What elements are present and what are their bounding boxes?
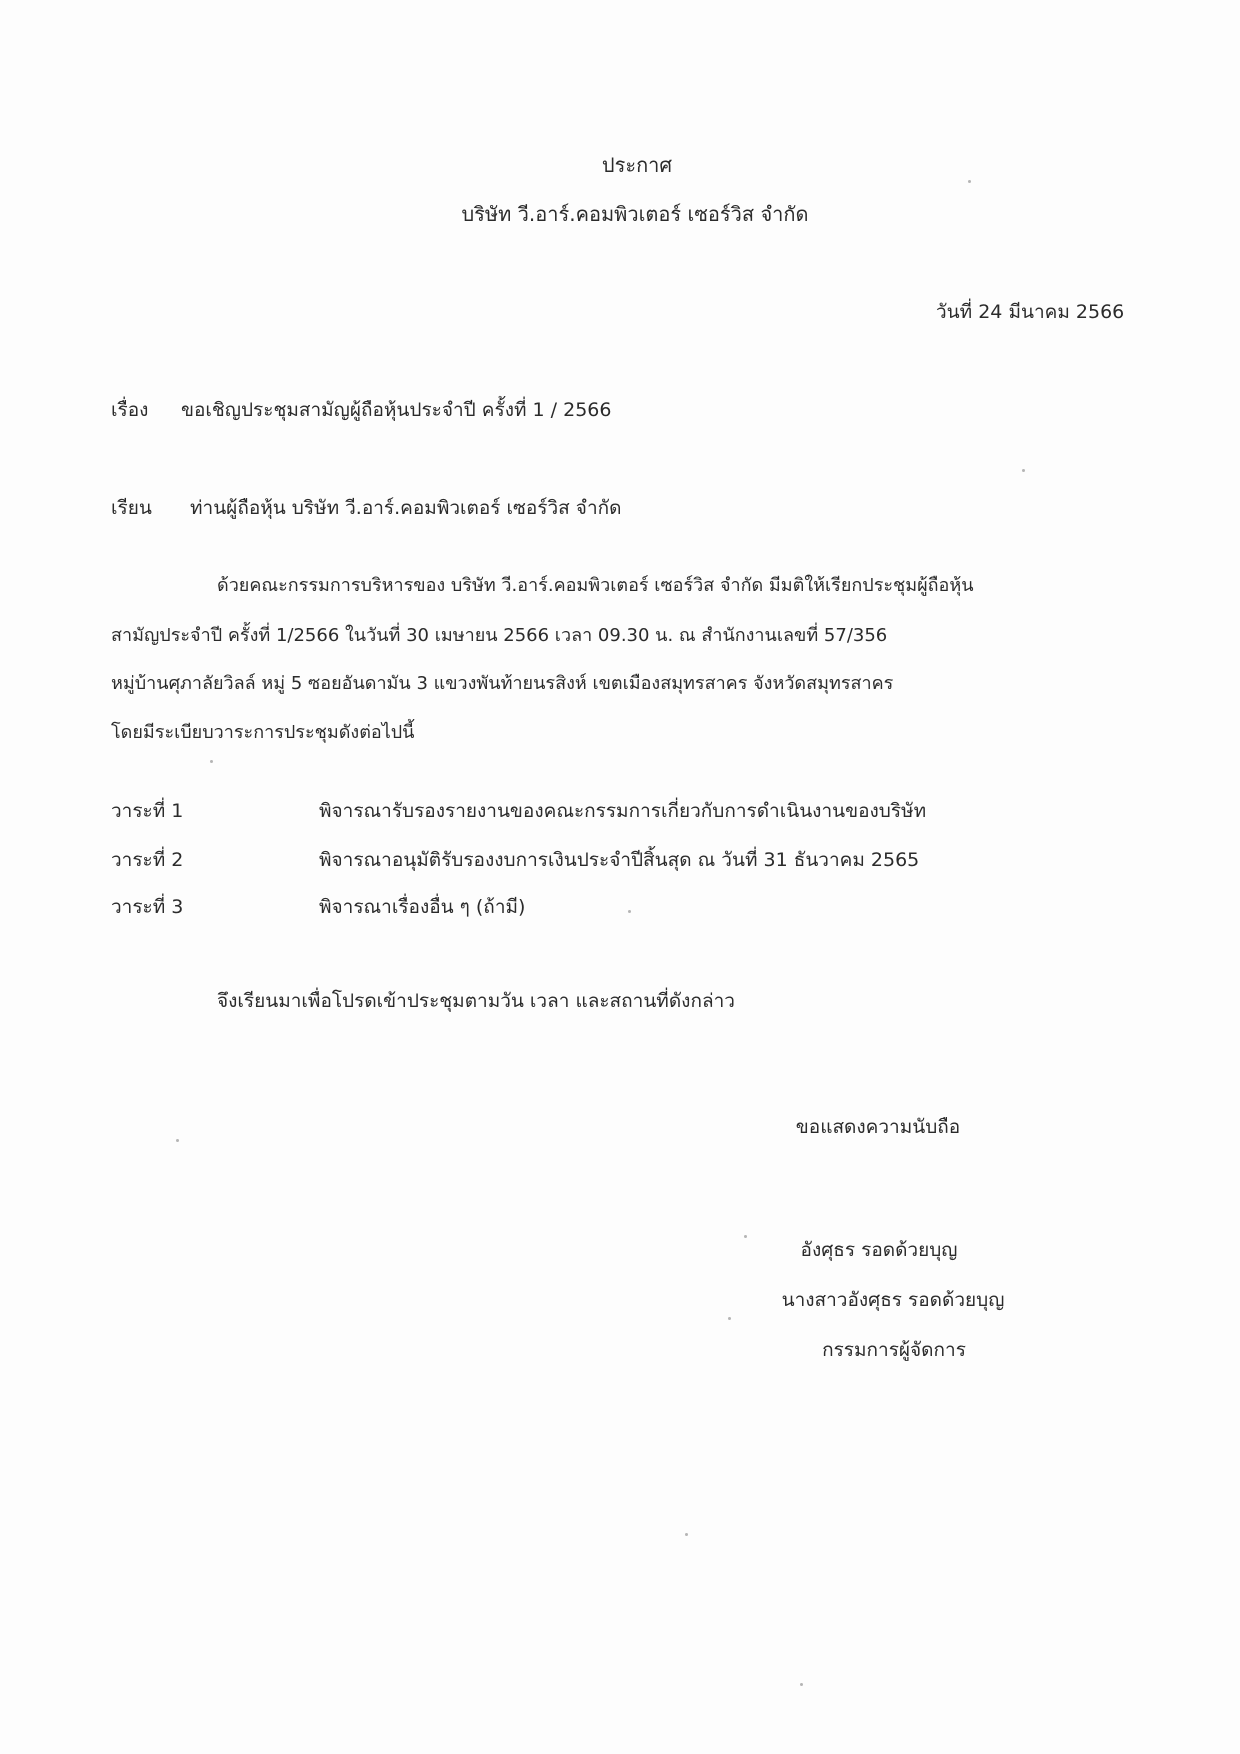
company-name: บริษัท วี.อาร์.คอมพิวเตอร์ เซอร์วิส จำกัด: [461, 202, 809, 226]
subject-label: เรื่อง: [111, 399, 149, 421]
recipient-label: เรียน: [111, 497, 152, 519]
scan-speck: [176, 1139, 179, 1142]
regards-text: ขอแสดงความนับถือ: [795, 1116, 961, 1138]
body-line: ด้วยคณะกรรมการบริหารของ บริษัท วี.อาร์.คอมพิวเตอร์ เซอร์วิส จำกัด มีมติให้เรียกประชุมผู้ถือหุ้น: [217, 575, 974, 596]
agenda-label: วาระที่ 2: [111, 849, 184, 871]
announcement-title: ประกาศ: [601, 153, 673, 177]
handwritten-signature: อังศุธร รอดด้วยบุญ: [800, 1239, 958, 1261]
agenda-item: [111, 892, 1031, 916]
signatory-name: นางสาวอังศุธร รอดด้วยบุญ: [781, 1289, 1005, 1311]
signatory-position: กรรมการผู้จัดการ: [822, 1339, 966, 1361]
scan-speck: [800, 1683, 803, 1686]
body-line: หมู่บ้านศุภาลัยวิลล์ หมู่ 5 ซอยอันดามัน 3 แขวงพันท้ายนรสิงห์ เขตเมืองสมุทรสาคร จังหวัดสมุทรสาคร: [111, 673, 894, 694]
agenda-label: วาระที่ 3: [111, 896, 184, 918]
body-line: โดยมีระเบียบวาระการประชุมดังต่อไปนี้: [111, 722, 415, 743]
scan-speck: [628, 910, 631, 913]
scan-speck: [968, 180, 971, 183]
scan-speck: [744, 1235, 747, 1238]
agenda-text: พิจารณาเรื่องอื่น ๆ (ถ้ามี): [319, 896, 526, 918]
agenda-item: [111, 796, 1031, 820]
document-date: วันที่ 24 มีนาคม 2566: [936, 301, 1125, 323]
scan-speck: [1022, 469, 1025, 472]
agenda-text: พิจารณาอนุมัติรับรองงบการเงินประจำปีสิ้นสุด ณ วันที่ 31 ธันวาคม 2565: [319, 849, 920, 871]
body-line: สามัญประจำปี ครั้งที่ 1/2566 ในวันที่ 30 เมษายน 2566 เวลา 09.30 น. ณ สำนักงานเลขที่ 57/356: [111, 625, 888, 646]
closing-sentence: จึงเรียนมาเพื่อโปรดเข้าประชุมตามวัน เวลา และสถานที่ดังกล่าว: [217, 990, 735, 1012]
subject-text: ขอเชิญประชุมสามัญผู้ถือหุ้นประจำปี ครั้งที่ 1 / 2566: [181, 399, 612, 421]
scan-speck: [728, 1317, 731, 1320]
agenda-text: พิจารณารับรองรายงานของคณะกรรมการเกี่ยวกับการดำเนินงานของบริษัท: [319, 800, 927, 822]
scan-speck: [210, 760, 213, 763]
agenda-item: [111, 845, 1031, 869]
agenda-label: วาระที่ 1: [111, 800, 184, 822]
scan-speck: [685, 1533, 688, 1536]
recipient-text: ท่านผู้ถือหุ้น บริษัท วี.อาร์.คอมพิวเตอร์ เซอร์วิส จำกัด: [190, 497, 622, 519]
